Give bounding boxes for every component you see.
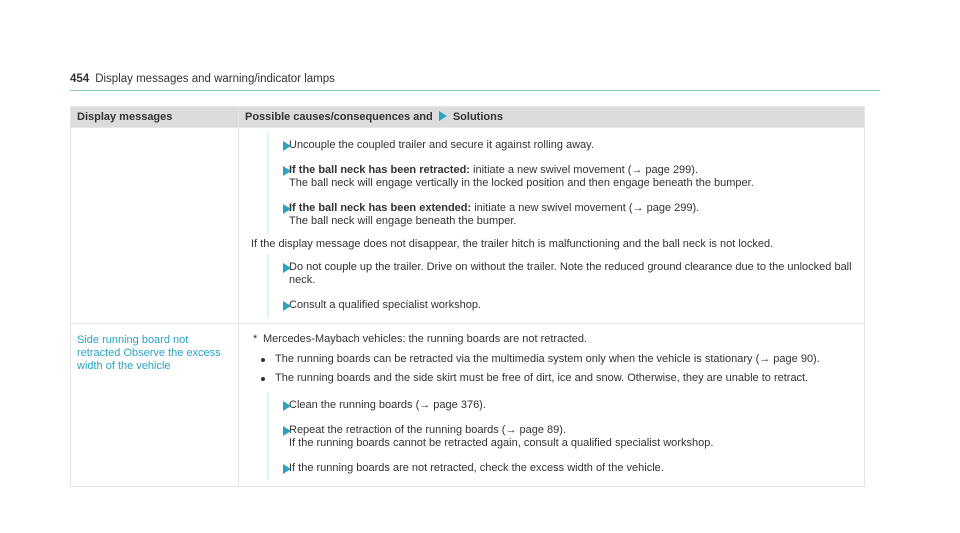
col-header-solutions: Solutions: [452, 110, 503, 123]
message-cell-empty: [71, 128, 239, 324]
note-text: Mercedes-Maybach vehicles: the running boards are not retracted.: [263, 333, 588, 345]
step-arrow-icon: [283, 464, 291, 474]
step-arrow-icon: [283, 141, 291, 151]
step-text: Consult a qualified specialist workshop.: [289, 299, 481, 311]
solutions-cell: [239, 324, 865, 487]
step-detail: The ball neck will engage beneath the bumper.: [289, 215, 517, 227]
step-arrow-icon: [283, 263, 291, 273]
step-text[interactable]: Repeat the retraction of the running boards (→ page 89).: [289, 424, 567, 436]
table-row: [71, 324, 865, 487]
page-number: 454: [70, 73, 90, 85]
col-header-display-messages: Display messages: [71, 107, 239, 128]
display-messages-table: [70, 106, 865, 487]
display-message-text: Side running board not retracted Observe the excess width of the vehicle: [77, 334, 221, 372]
step-detail: If the running boards cannot be retracted again, consult a qualified specialist workshop.: [289, 437, 714, 449]
list-item[interactable]: The running boards can be retracted via the multimedia system only when the vehicle is stationary (→ page 90).: [275, 350, 856, 369]
malfunction-note: If the display message does not disappear, the trailer hitch is malfunctioning and the ball neck is not locked.: [251, 238, 774, 250]
page-title: Display messages and warning/indicator lamps: [95, 73, 335, 85]
col-header-causes-solutions: [239, 107, 865, 128]
header-rule: [70, 90, 880, 91]
solution-step: [267, 417, 856, 455]
maybach-note: [251, 324, 856, 348]
step-text[interactable]: initiate a new swivel movement (→ page 299).: [473, 164, 699, 176]
step-arrow-icon: [283, 301, 291, 311]
message-cell: [71, 324, 239, 487]
note-bullets: [251, 350, 856, 388]
solution-arrow-icon: [439, 111, 447, 121]
table-row: [71, 128, 865, 324]
step-arrow-icon: [283, 426, 291, 436]
step-text[interactable]: initiate a new swivel movement (→ page 299).: [474, 202, 700, 214]
solution-step: [267, 157, 856, 195]
step-arrow-icon: [283, 204, 291, 214]
step-condition: If the ball neck has been extended:: [289, 202, 472, 214]
list-item: The running boards and the side skirt must be free of dirt, ice and snow. Otherwise, they are unable to retract.: [275, 369, 856, 388]
solution-step: [267, 392, 856, 417]
step-detail: The ball neck will engage vertically in the locked position and then engage beneath the bumper.: [289, 177, 754, 189]
step-text: Uncouple the coupled trailer and secure it against rolling away.: [289, 139, 594, 151]
solution-step: [267, 292, 856, 317]
step-arrow-icon: [283, 401, 291, 411]
solution-step: [267, 254, 856, 292]
step-arrow-icon: [283, 166, 291, 176]
page-header: [70, 73, 335, 85]
solutions-cell: [239, 128, 865, 324]
solution-step: [267, 455, 856, 480]
step-text: Do not couple up the trailer. Drive on without the trailer. Note the reduced ground clearance due to the unlocked ball neck.: [289, 261, 852, 286]
col-header-causes: Possible causes/consequences and: [245, 110, 433, 123]
table-header-row: [71, 107, 865, 128]
solution-step: [267, 195, 856, 233]
footnote-star: *: [253, 333, 258, 345]
step-text[interactable]: Clean the running boards (→ page 376).: [289, 399, 486, 411]
step-condition: If the ball neck has been retracted:: [289, 164, 470, 176]
step-text: If the running boards are not retracted, check the excess width of the vehicle.: [289, 462, 664, 474]
solution-step: [267, 132, 856, 157]
